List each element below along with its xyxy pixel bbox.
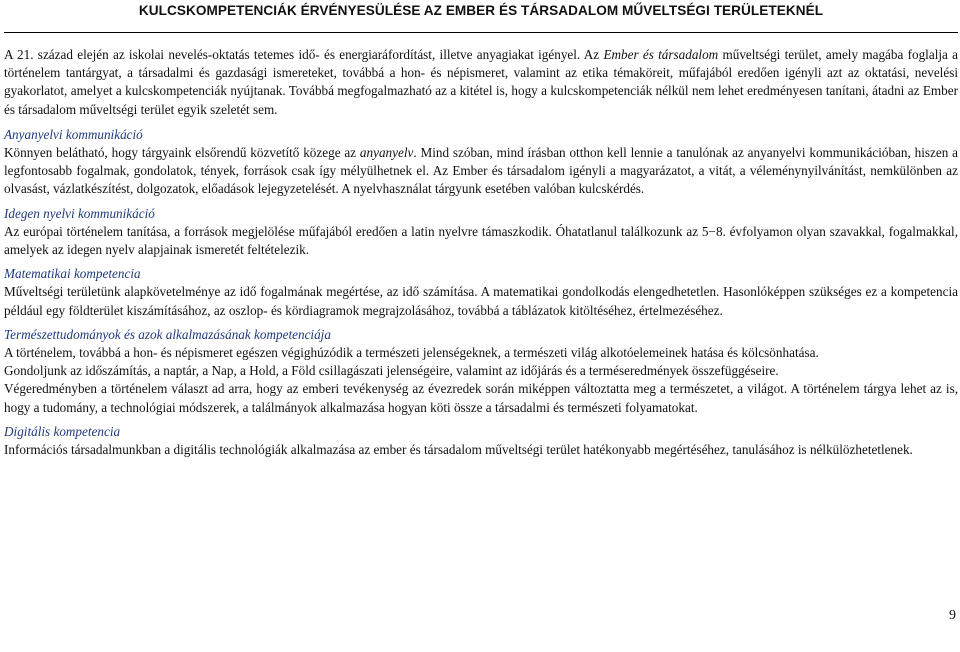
document-page xyxy=(4,0,958,459)
intro-italic-term: Ember és társadalom xyxy=(603,47,719,62)
anyanyelvi-text-2: . Mind szóban, mind írásban otthon kell lennie a tanulónak az anyanyelvi kommunikációban, hiszen a legfontosabb fogalmak, gondolatok, tények, források csak így mélyülhetnek el. Az Ember és társadalom igényli a magyarázatot, a vitát, a véleménynyilvánítást, nemkülönben az olvasást, vázlatkészítést, dolgozatok, előadások lejegyzetelését. A nyelvhasználat tárgyunk esetében valóban kulcskérdés. xyxy=(4,145,958,197)
section-body-termeszet-3: Végeredményben a történelem választ ad arra, hogy az emberi tevékenység az évezredek során miképpen változtatta meg a természetet, a világot. A történelem tárgya lehet az is, hogy a tudomány, a technológiai módszerek, a találmányok alkalmazása hogyan köti össze a társadalmi és természeti folyamatokat. xyxy=(4,381,958,415)
anyanyelvi-text-1: Könnyen belátható, hogy tárgyaink elsőrendű közvetítő közege az xyxy=(4,145,360,161)
anyanyelvi-italic-term: anyanyelv xyxy=(359,145,414,161)
intro-paragraph xyxy=(4,46,958,119)
section-body-termeszet-1: A történelem, továbbá a hon- és népismeret egészen végighúzódik a természeti jelenségeknek, a természeti világ alkotóelemeinek hatása és kölcsönhatása. xyxy=(4,345,819,361)
section-body-anyanyelvi xyxy=(4,144,958,199)
section-body-digitalis: Információs társadalmunkban a digitális technológiák alkalmazása az ember és társadalom műveltségi terület hatékonyabb megértéséhez, tanulásához is nélkülözhetetlenek. xyxy=(4,442,913,458)
header-rule xyxy=(4,32,958,33)
section-body-matematikai: Műveltségi területünk alapkövetelménye az idő fogalmának megértése, az idő számítása. A matematikai gondolkodás elengedhetetlen. Hasonlóképpen szükséges ez a kompetencia például egy földterület kiszámításához, az oszlop- és kördiagramok megrajzolásához, továbbá a táblázatok kitöltéséhez, értelmezéséhez. xyxy=(4,284,958,318)
intro-text-2: műveltségi terület, amely magába foglalja a történelem tantárgyat, a társadalmi és gazdasági ismereteket, továbbá a hon- és népismeret, valamint az etika témaköreit, műfajából eredően igényli azt az oktatási, nevelési gyakorlatot, amelyet a kulcskompetenciák nyújtanak. Továbbá megfogalmazható az a kitétel is, hogy a kulcskompetenciák nélkül nem lehet eredményesen tanítani, átadni az Ember és társadalom műveltségi terület egyik szeletét sem. xyxy=(4,47,958,117)
document-body xyxy=(4,46,958,459)
section-title-idegen: Idegen nyelvi kommunikáció xyxy=(4,205,155,221)
section-body-idegen: Az európai történelem tanítása, a források megjelölése műfajából eredően a latin nyelvre támaszkodik. Óhatatlanul találkozunk az 5−8. évfolyamon olyan szavakkal, fogalmakkal, amelyek az idegen nyelv alapjainak ismeretét feltételezik. xyxy=(4,223,958,258)
section-body-termeszet-2: Gondoljunk az időszámítás, a naptár, a Nap, a Hold, a Föld csillagászati jelenségeire, valamint az időjárás és a terméseredmények összefüggéseire. xyxy=(4,363,779,379)
section-title-termeszet: Természettudományok és azok alkalmazásának kompetenciája xyxy=(4,326,331,342)
running-header: KULCSKOMPETENCIÁK ÉRVÉNYESÜLÉSE AZ EMBER ÉS TÁRSADALOM MŰVELTSÉGI TERÜLETEKNÉL xyxy=(138,3,824,18)
section-title-anyanyelvi: Anyanyelvi kommunikáció xyxy=(4,126,143,142)
page-number: 9 xyxy=(949,608,956,623)
intro-text-1: A 21. század elején az iskolai nevelés-oktatás tetemes idő- és energiaráfordítást, illetve anyagiakat igényel. Az xyxy=(4,47,604,62)
section-title-matematikai: Matematikai kompetencia xyxy=(4,266,141,282)
section-title-digitalis: Digitális kompetencia xyxy=(4,423,121,439)
